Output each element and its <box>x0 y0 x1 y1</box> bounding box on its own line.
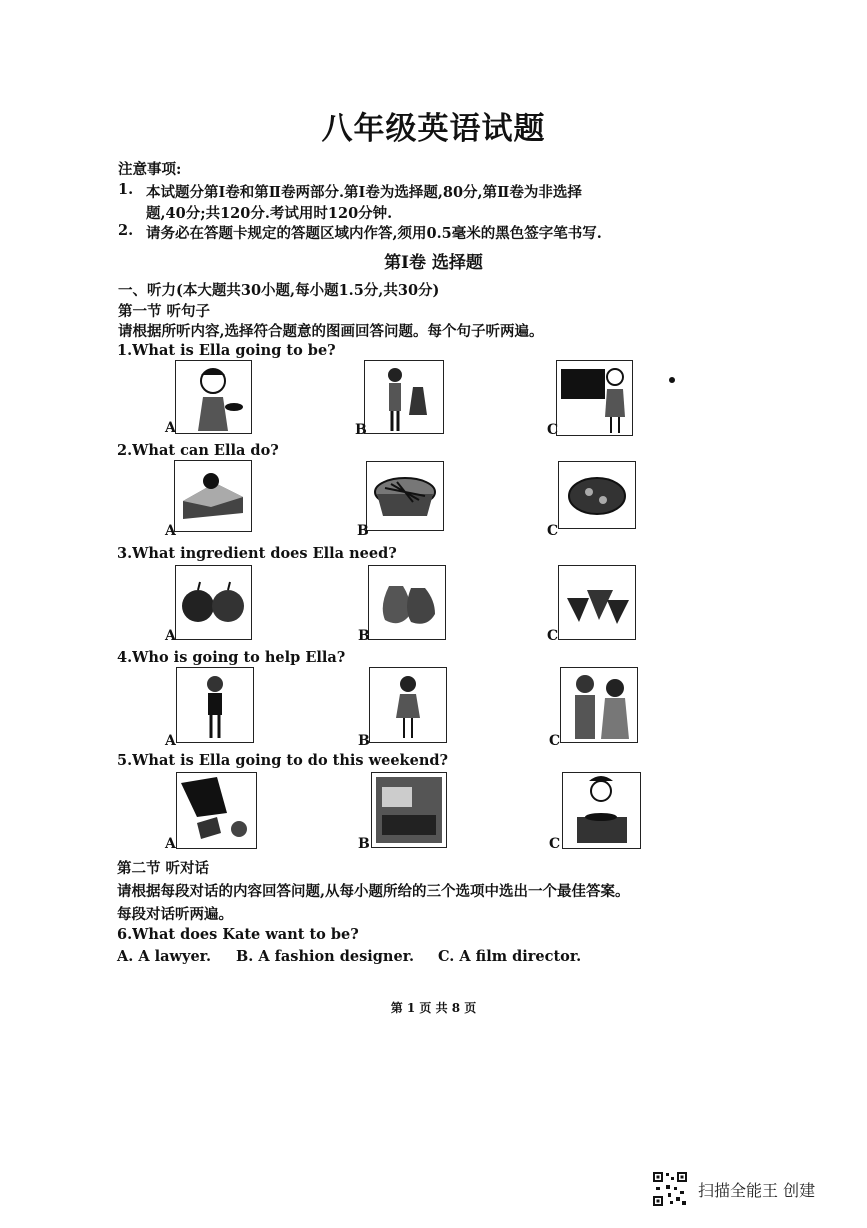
q4-option-c-parents-image <box>560 667 638 743</box>
q4-option-a-boy-image <box>176 667 254 743</box>
q4-option-a-label: A <box>165 733 176 749</box>
q3-option-b-label: B <box>358 628 370 644</box>
q3-option-a-label: A <box>165 628 176 644</box>
part2-instruction-1: 请根据每段对话的内容回答问题,从每小题所给的三个选项中选出一个最佳答案。 <box>117 883 630 900</box>
q6-option-b: B. A fashion designer. <box>236 948 415 965</box>
q5-option-c-label: C <box>549 836 561 852</box>
q2-option-a-cake-image <box>174 460 252 532</box>
question-6: 6.What does Kate want to be? <box>117 926 359 943</box>
question-4: 4.Who is going to help Ella? <box>117 649 346 666</box>
q4-option-c-label: C <box>549 733 561 749</box>
q3-option-a-apples-image <box>175 565 252 640</box>
q2-option-b-pie-image <box>366 461 444 531</box>
part2-heading: 第二节 听对话 <box>117 860 210 877</box>
part1-heading: 一、听力(本大题共30小题,每小题1.5分,共30分) <box>118 282 440 299</box>
part1-sub1-instruction: 请根据所听内容,选择符合题意的图画回答问题。每个句子听两遍。 <box>118 323 544 340</box>
qr-code-icon <box>652 1171 688 1207</box>
q5-option-b-label: B <box>358 836 370 852</box>
notice-2-line1: 请务必在答题卡规定的答题区域内作答,须用0.5毫米的黑色签字笔书写. <box>146 225 602 242</box>
q2-option-a-label: A <box>165 523 176 539</box>
part2-instruction-2: 每段对话听两遍。 <box>117 906 233 923</box>
q6-option-a: A. A lawyer. <box>117 948 212 965</box>
question-5: 5.What is Ella going to do this weekend? <box>117 752 449 769</box>
q1-option-b-label: B <box>355 422 367 438</box>
q5-option-b-kitchen-image <box>371 772 447 848</box>
q3-option-b-pears-image <box>368 565 446 640</box>
q3-option-c-strawberries-image <box>558 565 636 640</box>
page-number-footer: 第 1 页 共 8 页 <box>390 1001 477 1015</box>
notice-1-line1: 本试题分第Ⅰ卷和第Ⅱ卷两部分.第Ⅰ卷为选择题,80分,第Ⅱ卷为非选择 <box>146 184 582 201</box>
q5-option-a-gardening-image <box>176 772 257 849</box>
q1-option-a-chef-girl-image <box>175 360 252 434</box>
question-3: 3.What ingredient does Ella need? <box>117 545 397 562</box>
ink-dot <box>669 377 675 383</box>
q1-option-a-label: A <box>165 420 176 436</box>
notice-1-line2: 题,40分;共120分.考试用时120分钟. <box>146 205 393 222</box>
q5-option-a-label: A <box>165 836 176 852</box>
part1-sub1-heading: 第一节 听句子 <box>118 303 211 320</box>
q1-option-c-teacher-image <box>556 360 633 436</box>
q2-option-c-pizza-image <box>558 461 636 529</box>
q4-option-b-girl-image <box>369 667 447 743</box>
q2-option-b-label: B <box>357 523 369 539</box>
question-2: 2.What can Ella do? <box>117 442 279 459</box>
scanner-watermark: 扫描全能王 创建 <box>698 1181 816 1200</box>
notice-2-number: 2. <box>118 222 134 239</box>
page-title: 八年级英语试题 <box>321 111 546 147</box>
q2-option-c-label: C <box>547 523 559 539</box>
notice-heading: 注意事项: <box>118 161 182 178</box>
q3-option-c-label: C <box>547 628 559 644</box>
q5-option-c-cooking-image <box>562 772 641 849</box>
q1-option-b-dressmaker-image <box>364 360 444 434</box>
question-1: 1.What is Ella going to be? <box>117 342 336 359</box>
section-title: 第Ⅰ卷 选择题 <box>384 253 483 273</box>
q6-option-c: C. A film director. <box>438 948 582 965</box>
q4-option-b-label: B <box>358 733 370 749</box>
notice-1-number: 1. <box>118 181 134 198</box>
q1-option-c-label: C <box>547 422 559 438</box>
